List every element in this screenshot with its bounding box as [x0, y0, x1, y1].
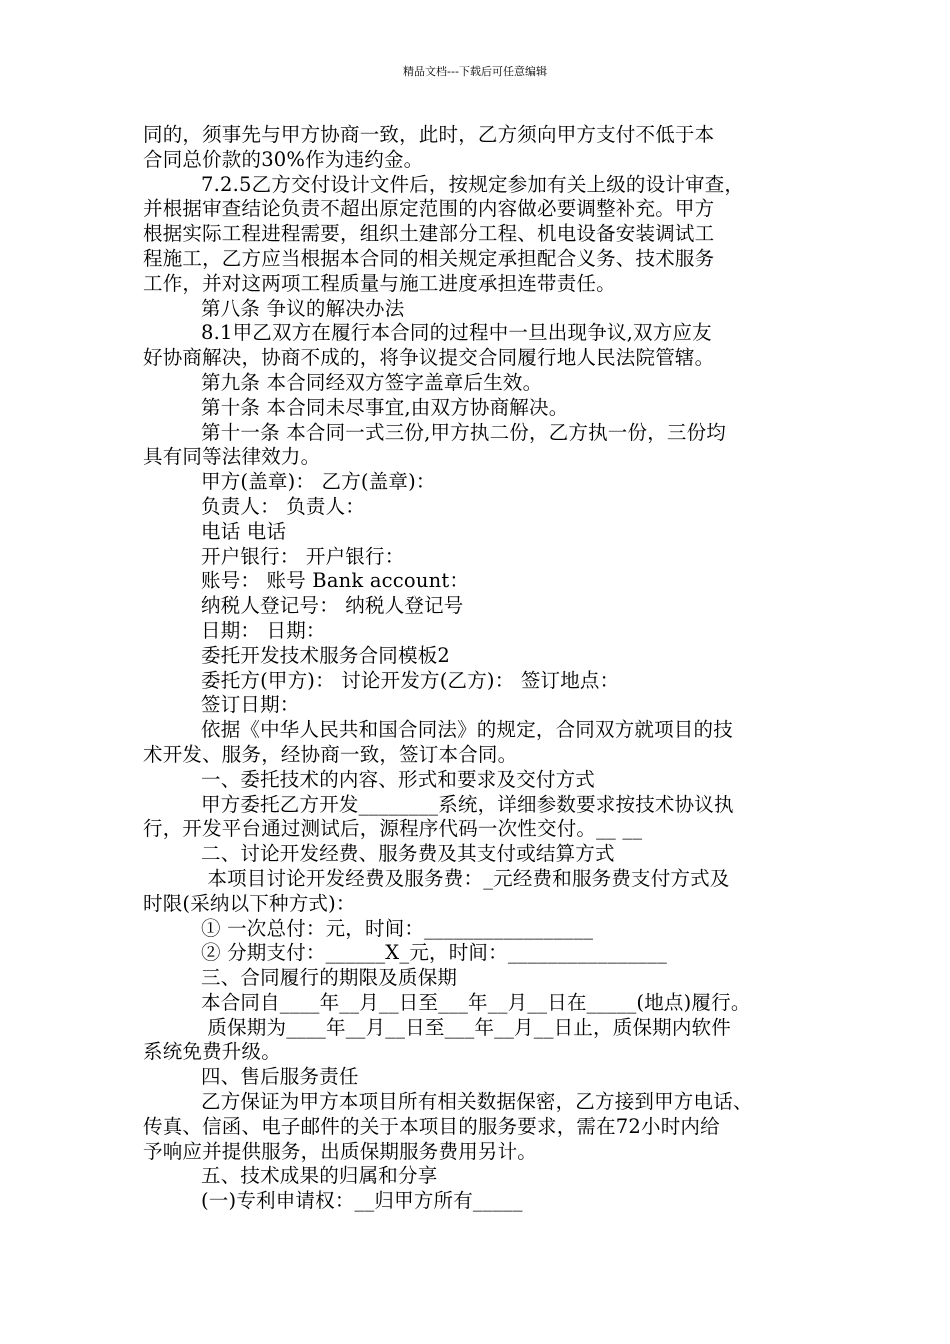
page-header: 精品文档---下载后可任意编辑 [403, 65, 547, 78]
text-line: 第十条 本合同未尽事宜,由双方协商解决。 [201, 395, 569, 419]
text-line: 本合同自____年__月__日至___年__月__日在_____(地点)履行。 [201, 990, 751, 1014]
text-line: 第九条 本合同经双方签字盖章后生效。 [201, 370, 543, 394]
text-line: 依据《中华人民共和国合同法》的规定，合同双方就项目的技 [201, 718, 733, 742]
text-line: 五、技术成果的归属和分享 [201, 1164, 438, 1188]
text-line: 开户银行： 开户银行： [201, 544, 405, 568]
text-line: 甲方委托乙方开发________系统，详细参数要求按技术协议执 [201, 792, 734, 816]
text-line: 委托开发技术服务合同模板2 [201, 643, 451, 667]
text-line: 工作，并对这两项工程质量与施工进度承担连带责任。 [143, 271, 616, 295]
text-line: 术开发、服务，经协商一致，签订本合同。 [143, 742, 518, 766]
text-line: 第十一条 本合同一式三份,甲方执二份，乙方执一份，三份均 [201, 420, 726, 444]
text-line: 根据实际工程进程需要，组织土建部分工程、机电设备安装调试工 [143, 222, 715, 246]
text-line: 程施工，乙方应当根据本合同的相关规定承担配合义务、技术服务 [143, 246, 715, 270]
text-line: 本项目讨论开发经费及服务费：_元经费和服务费支付方式及 [201, 866, 730, 890]
text-line: 委托方(甲方)： 讨论开发方(乙方)： 签订地点： [201, 668, 620, 692]
text-line: (一)专利申请权：__归甲方所有_____ [201, 1189, 523, 1213]
text-line: 三、合同履行的期限及质保期 [201, 966, 458, 990]
text-line: 二、讨论开发经费、服务费及其支付或结算方式 [201, 842, 615, 866]
text-line: 好协商解决，协商不成的，将争议提交合同履行地人民法院管辖。 [143, 346, 715, 370]
text-line: 行，开发平台通过测试后，源程序代码一次性交付。__ __ [143, 817, 643, 841]
text-line: 8.1甲乙双方在履行本合同的过程中一旦出现争议,双方应友 [201, 321, 712, 345]
text-line: 纳税人登记号： 纳税人登记号 [201, 594, 464, 618]
text-line: 签订日期： [201, 693, 300, 717]
text-line: 合同总价款的30%作为违约金。 [143, 147, 424, 171]
text-line: ① 一次总付：元，时间：_________________ [201, 916, 594, 940]
text-line: 四、售后服务责任 [201, 1065, 359, 1089]
text-line: 日期： 日期： [201, 618, 326, 642]
text-line: 甲方(盖章)： 乙方(盖章)： [201, 470, 436, 494]
text-line: 系统免费升级。 [143, 1040, 281, 1064]
text-line: 同的，须事先与甲方协商一致，此时，乙方须向甲方支付不低于本 [143, 123, 715, 146]
text-line: 第八条 争议的解决办法 [201, 296, 405, 320]
text-line: ② 分期支付：______X_元，时间：________________ [201, 941, 668, 965]
text-line: 负责人： 负责人： [201, 494, 365, 518]
document-body [143, 123, 833, 1214]
text-line: 7.2.5乙方交付设计文件后，按规定参加有关上级的设计审查， [201, 172, 745, 196]
text-line: 电话 电话 [201, 519, 287, 543]
text-line: 账号： 账号 Bank account： [201, 569, 470, 593]
text-line: 质保期为____年__月__日至___年__月__日止，质保期内软件 [201, 1015, 731, 1039]
text-line: 予响应并提供服务，出质保期服务费用另计。 [143, 1139, 538, 1163]
text-line: 并根据审查结论负责不超出原定范围的内容做必要调整补充。甲方 [143, 197, 715, 221]
text-line: 一、委托技术的内容、形式和要求及交付方式 [201, 767, 596, 791]
text-line: 乙方保证为甲方本项目所有相关数据保密，乙方接到甲方电话、 [201, 1090, 753, 1114]
text-line: 传真、信函、电子邮件的关于本项目的服务要求，需在72小时内给 [143, 1114, 720, 1138]
text-line: 具有同等法律效力。 [143, 445, 321, 469]
text-line: 时限(采纳以下种方式)： [143, 891, 356, 915]
